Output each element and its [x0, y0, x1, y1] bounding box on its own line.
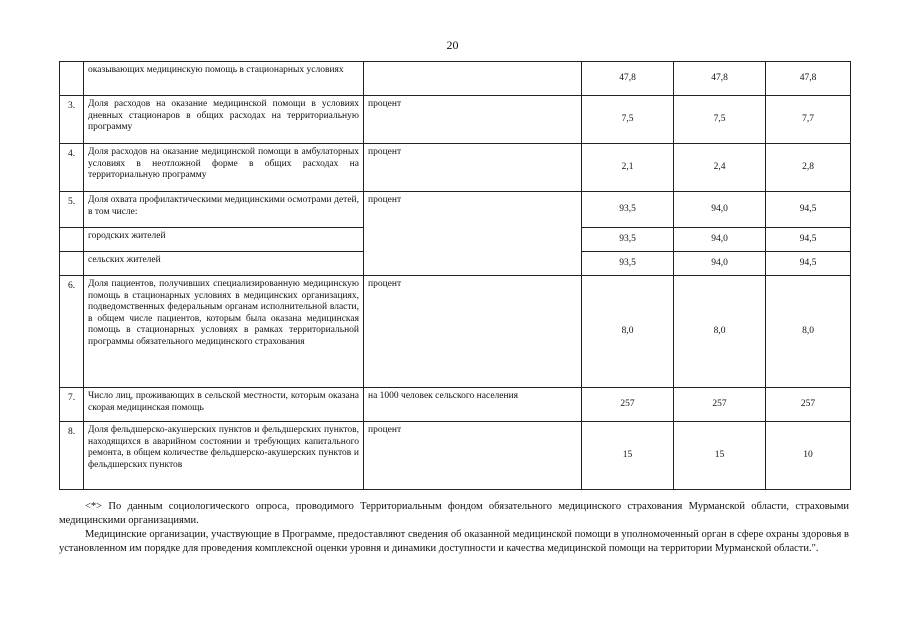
value-year-2: 7,5 [674, 96, 766, 144]
unit-cell [364, 62, 582, 96]
indicator-name: Доля расходов на оказание медицинской помощи в условиях дневных стационаров в общих расходах на территориальную программу [84, 96, 364, 144]
value-year-3: 257 [766, 388, 851, 422]
unit-cell: процент [364, 96, 582, 144]
row-number: 5. [60, 192, 84, 228]
value-year-1: 15 [582, 422, 674, 490]
footnotes [59, 500, 849, 556]
unit-cell: процент [364, 192, 582, 276]
indicators-table [59, 61, 851, 490]
value-year-3: 94,5 [766, 228, 851, 252]
indicator-name: сельских жителей [84, 252, 364, 276]
value-year-1: 257 [582, 388, 674, 422]
value-year-1: 8,0 [582, 276, 674, 388]
table-row [60, 388, 851, 422]
page-number: 20 [446, 38, 459, 52]
value-year-3: 10 [766, 422, 851, 490]
value-year-2: 94,0 [674, 252, 766, 276]
indicator-name: Доля пациентов, получивших специализированную медицинскую помощь в стационарных условиях в медицинских организациях, подведомственных федеральным органам исполнительной власти, в общем числе пациентов, которым была оказана медицинская помощь в стационарных условиях в рамках территориальной программы обязательного медицинского страхования [84, 276, 364, 388]
indicator-name: Доля расходов на оказание медицинской помощи в амбулаторных условиях в неотложной форме в общих расходах на территориальную программу [84, 144, 364, 192]
row-number: 8. [60, 422, 84, 490]
footnote-reporting: Медицинские организации, участвующие в Программе, предоставляют сведения об оказанной медицинской помощи в уполномоченный орган в сфере охраны здоровья в установленном им порядке для проведения комплексной оценки уровня и динамики доступности и качества медицинской помощи на территории Мурманской области.". [59, 529, 849, 554]
unit-cell: процент [364, 144, 582, 192]
value-year-2: 2,4 [674, 144, 766, 192]
row-number [60, 252, 84, 276]
value-year-3: 7,7 [766, 96, 851, 144]
table-row [60, 144, 851, 192]
row-number: 4. [60, 144, 84, 192]
value-year-1: 7,5 [582, 96, 674, 144]
value-year-2: 47,8 [674, 62, 766, 96]
table-row [60, 422, 851, 490]
value-year-1: 47,8 [582, 62, 674, 96]
value-year-1: 93,5 [582, 192, 674, 228]
table-row [60, 62, 851, 96]
value-year-3: 47,8 [766, 62, 851, 96]
unit-cell: процент [364, 276, 582, 388]
footnote-survey: <*> По данным социологического опроса, проводимого Территориальным фондом обязательного медицинского страхования Мурманской области, страховыми медицинскими организациями. [59, 501, 849, 526]
value-year-3: 94,5 [766, 192, 851, 228]
row-number: 3. [60, 96, 84, 144]
value-year-2: 257 [674, 388, 766, 422]
value-year-3: 8,0 [766, 276, 851, 388]
value-year-3: 2,8 [766, 144, 851, 192]
unit-cell: на 1000 человек сельского населения [364, 388, 582, 422]
value-year-2: 94,0 [674, 192, 766, 228]
row-number: 7. [60, 388, 84, 422]
table-row [60, 276, 851, 388]
indicator-name: Доля охвата профилактическими медицинскими осмотрами детей, в том числе: [84, 192, 364, 228]
value-year-1: 93,5 [582, 228, 674, 252]
value-year-2: 15 [674, 422, 766, 490]
indicator-name: городских жителей [84, 228, 364, 252]
row-number [60, 228, 84, 252]
unit-cell: процент [364, 422, 582, 490]
indicator-name: Доля фельдшерско-акушерских пунктов и фельдшерских пунктов, находящихся в аварийном состоянии и требующих капитального ремонта, в общем количестве фельдшерско-акушерских пунктов и фельдшерских пунктов [84, 422, 364, 490]
value-year-3: 94,5 [766, 252, 851, 276]
value-year-2: 94,0 [674, 228, 766, 252]
indicator-name: Число лиц, проживающих в сельской местности, которым оказана скорая медицинская помощь [84, 388, 364, 422]
value-year-1: 93,5 [582, 252, 674, 276]
table-row [60, 96, 851, 144]
row-number: 6. [60, 276, 84, 388]
value-year-2: 8,0 [674, 276, 766, 388]
table-row [60, 192, 851, 228]
row-number [60, 62, 84, 96]
indicator-name: оказывающих медицинскую помощь в стационарных условиях [84, 62, 364, 96]
value-year-1: 2,1 [582, 144, 674, 192]
